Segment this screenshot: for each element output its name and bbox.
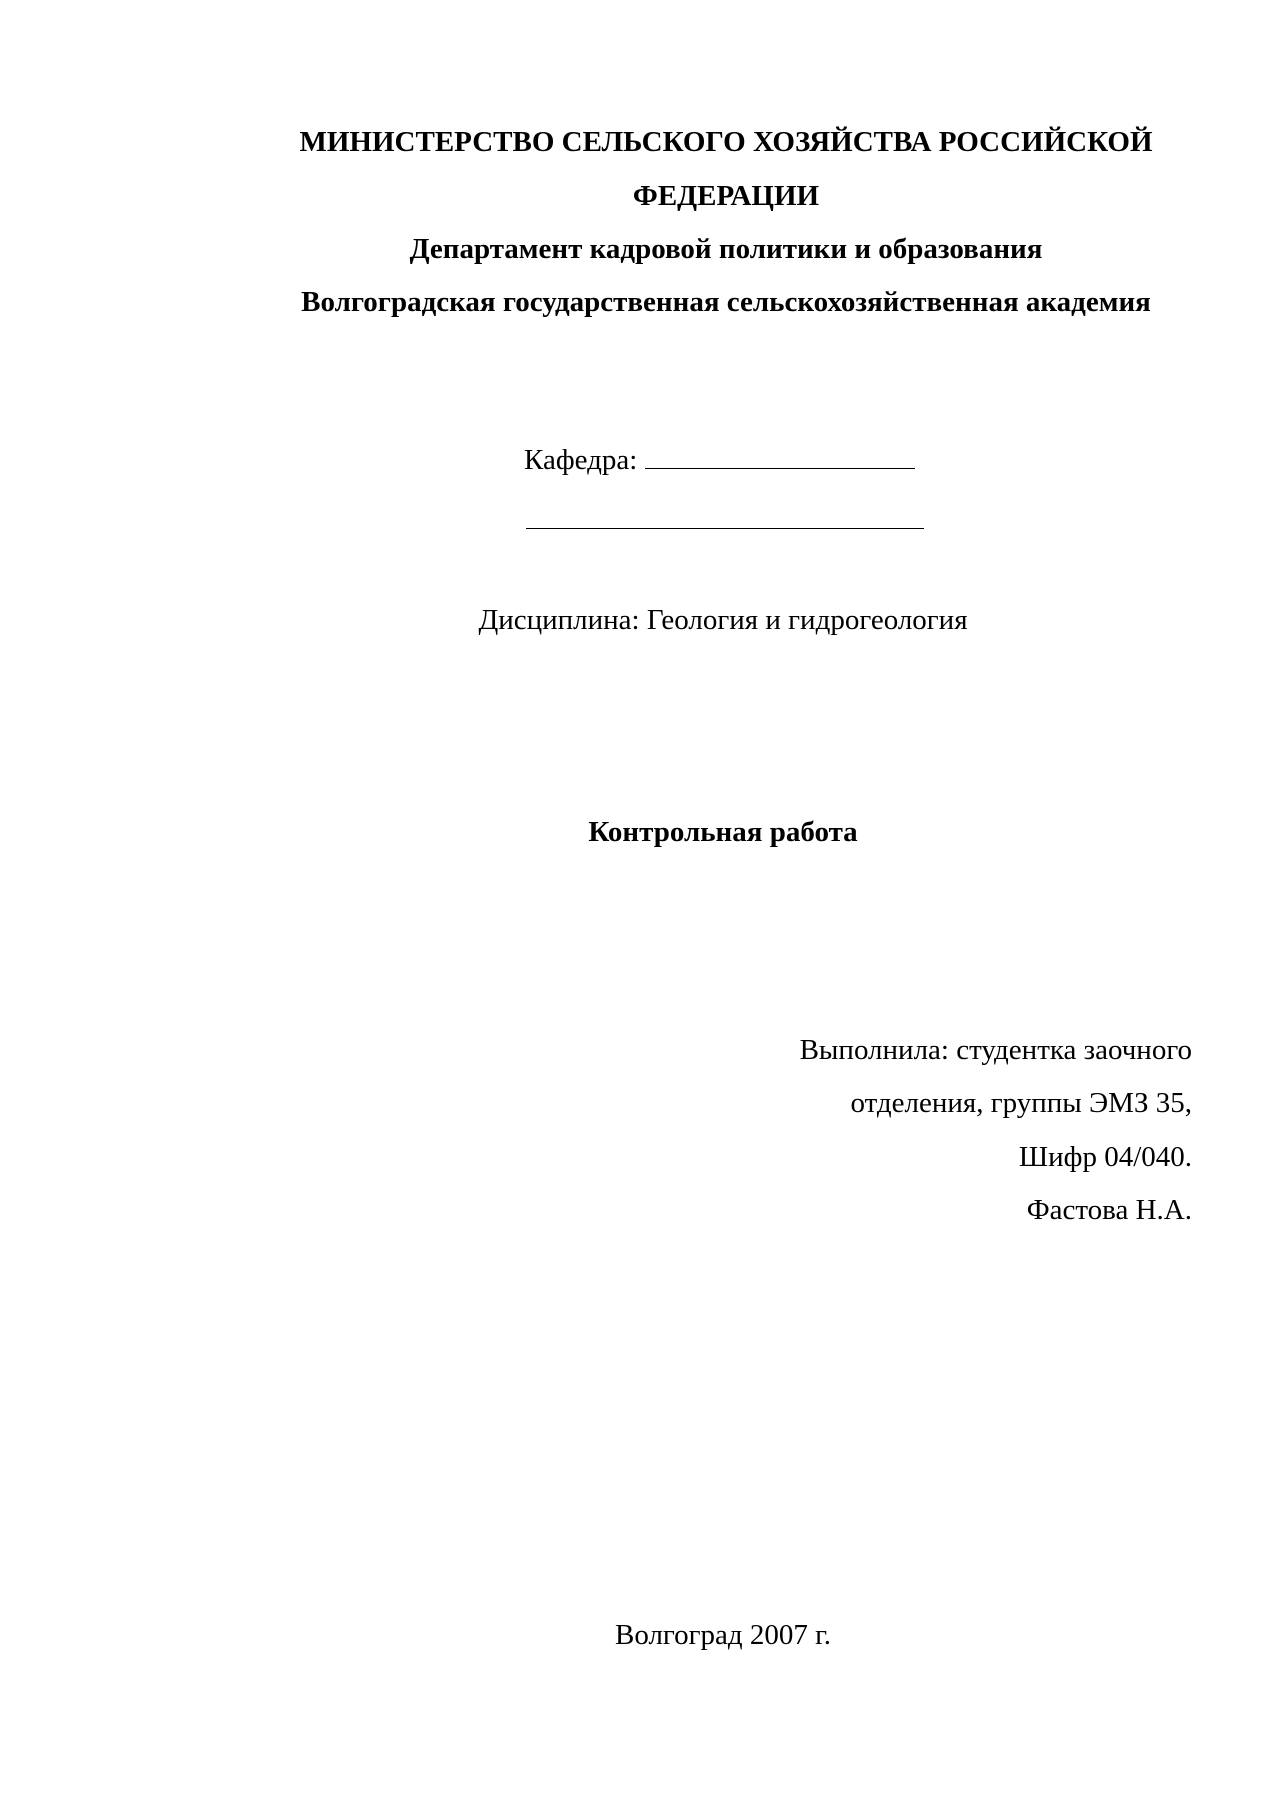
author-line-4: Фастова Н.А. (1026, 1194, 1192, 1226)
kafedra-label: Кафедра: (524, 444, 638, 476)
author-line-1: Выполнила: студентка заочного (799, 1034, 1192, 1066)
department-title: Департамент кадровой политики и образования (409, 233, 1043, 265)
kafedra-field (524, 440, 924, 480)
discipline-line: Дисциплина: Геология и гидрогеология (478, 604, 968, 636)
ministry-title-line1: МИНИСТЕРСТВО СЕЛЬСКОГО ХОЗЯЙСТВА РОССИЙСКОЙ (299, 126, 1153, 158)
kafedra-blank-line (645, 440, 915, 469)
footer-city-year: Волгоград 2007 г. (615, 1619, 831, 1651)
academy-title: Волгоградская государственная сельскохозяйственная академия (301, 286, 1151, 318)
work-title: Контрольная работа (588, 816, 858, 848)
author-line-2: отделения, группы ЭМЗ 35, (850, 1087, 1192, 1119)
ministry-title-line2: ФЕДЕРАЦИИ (632, 180, 820, 212)
author-line-3: Шифр 04/040. (1018, 1141, 1192, 1173)
kafedra-blank-line-2 (526, 528, 924, 529)
